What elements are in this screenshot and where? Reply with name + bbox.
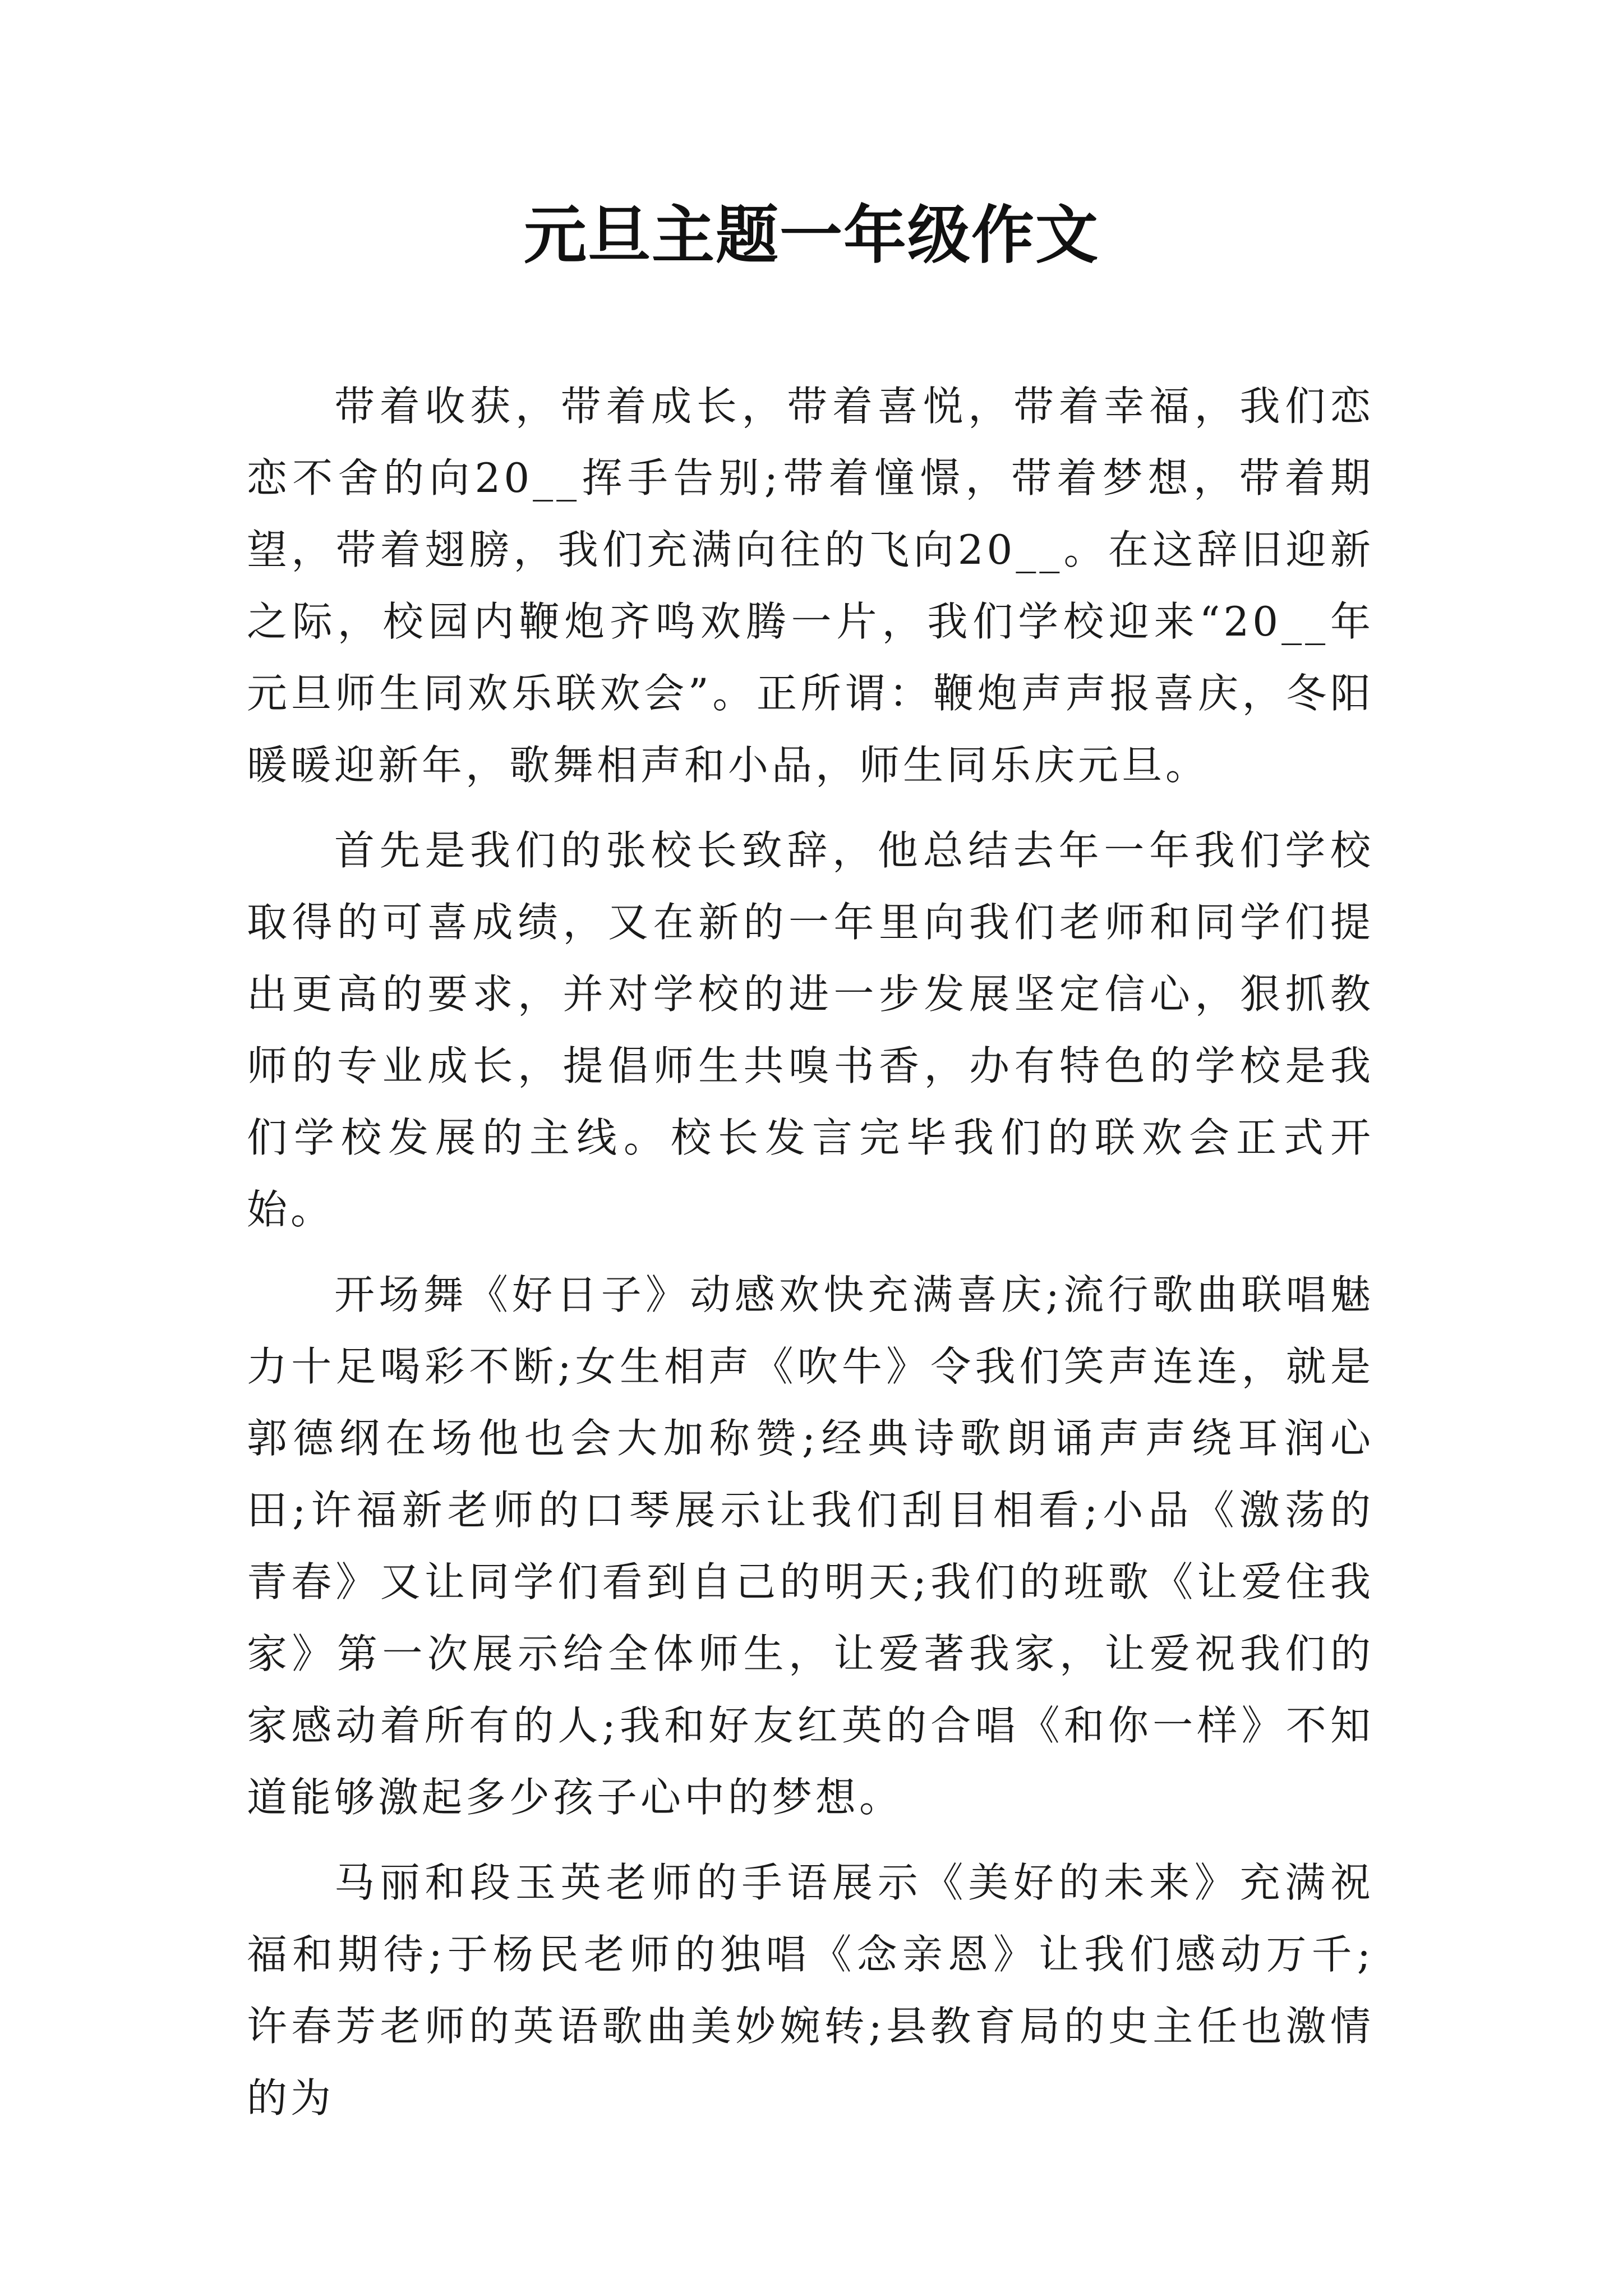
document-title: 元旦主题一年级作文 xyxy=(524,199,1099,272)
document-body xyxy=(247,370,1374,2147)
paragraph-1: 带着收获，带着成长，带着喜悦，带着幸福，我们恋恋不舍的向20__挥手告别;带着憧憬，带着梦想，带着期望，带着翅膀，我们充满向往的飞向20__。在这辞旧迎新之际，校园内鞭炮齐鸣欢腾一片，我们学校迎来“20__年元旦师生同欢乐联欢会”。正所谓：鞭炮声声报喜庆，冬阳暖暖迎新年，歌舞相声和小品，师生同乐庆元旦。 xyxy=(247,383,1374,789)
paragraph-2: 首先是我们的张校长致辞，他总结去年一年我们学校取得的可喜成绩，又在新的一年里向我们老师和同学们提出更高的要求，并对学校的进一步发展坚定信心，狠抓教师的专业成长，提倡师生共嗅书香，办有特色的学校是我们学校发展的主线。校长发言完毕我们的联欢会正式开始。 xyxy=(247,827,1374,1233)
paragraph-3: 开场舞《好日子》动感欢快充满喜庆;流行歌曲联唱魅力十足喝彩不断;女生相声《吹牛》令我们笑声连连，就是郭德纲在场他也会大加称赞;经典诗歌朗诵声声绕耳润心田;许福新老师的口琴展示让我们刮目相看;小品《激荡的青春》又让同学们看到自己的明天;我们的班歌《让爱住我家》第一次展示给全体师生，让爱著我家，让爱祝我们的家感动着所有的人;我和好友红英的合唱《和你一样》不知道能够激起多少孩子心中的梦想。 xyxy=(247,1271,1374,1821)
paragraph-4: 马丽和段玉英老师的手语展示《美好的未来》充满祝福和期待;于杨民老师的独唱《念亲恩》让我们感动万千;许春芳老师的英语歌曲美妙婉转;县教育局的史主任也激情的为 xyxy=(247,1859,1374,2122)
